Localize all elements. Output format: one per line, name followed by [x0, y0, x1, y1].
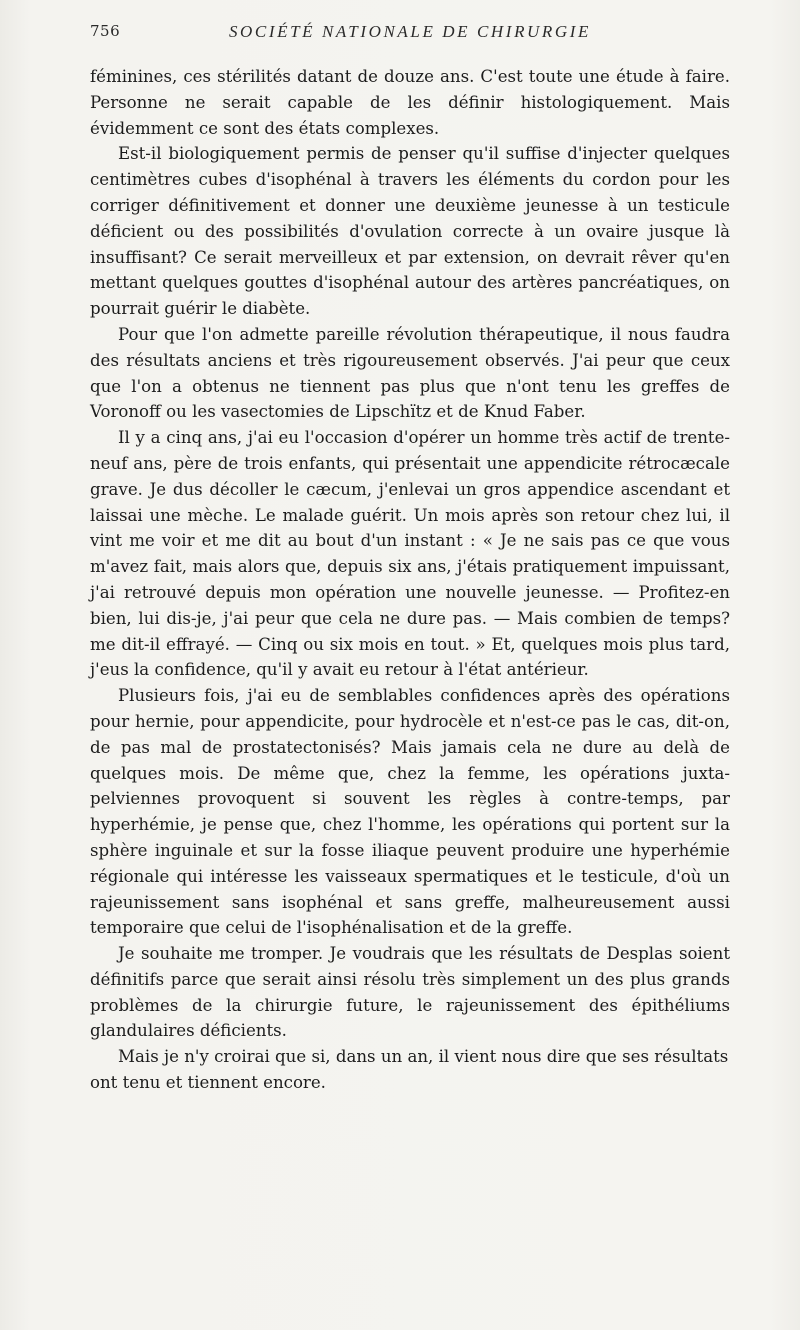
paragraph-continued: féminines, ces stérilités datant de douze ans. C'est toute une étude à faire. Personne ne serait capable de les définir histologiquement. Mais évidemment ce sont des états complexes.: [90, 67, 730, 138]
paragraph: Plusieurs fois, j'ai eu de semblables confidences après des opérations pour hernie, pour appendicite, pour hydrocèle et n'est-ce pas le cas, dit-on, de pas mal de prostatectonisés? Mais jamais cela ne dure au delà de quelques mois. De même que, chez la femme, les opérations juxta-pelviennes provoquent si souvent les règles à contre-temps, par hyperhémie, je pense que, chez l'homme, les opérations qui portent sur la sphère inguinale et sur la fosse iliaque peuvent produire une hyperhémie régionale qui intéresse les vaisseaux spermatiques et le testicule, d'où un rajeunissement sans isophénal et sans greffe, malheureusement aussi temporaire que celui de l'isophénalisation et de la greffe.: [90, 686, 730, 938]
page-header: [90, 22, 730, 46]
page-number: 756: [90, 22, 121, 40]
paragraph: Pour que l'on admette pareille révolution thérapeutique, il nous faudra des résultats anciens et très rigoureusement observés. J'ai peur que ceux que l'on a obtenus ne tiennent pas plus que n'ont tenu les greffes de Voronoff ou les vasectomies de Lipschïtz et de Knud Faber.: [90, 324, 730, 422]
body-text: [90, 64, 730, 1096]
paragraph: Je souhaite me tromper. Je voudrais que les résultats de Desplas soient définitifs parce que serait ainsi résolu très simplement un des plus grands problèmes de la chirurgie future, le rajeunissement des épithéliums glandulaires déficients.: [90, 944, 730, 1041]
paragraph: Est-il biologiquement permis de penser qu'il suffise d'injecter quelques centimètres cubes d'isophénal à travers les éléments du cordon pour les corriger définitivement et donner une deuxième jeunesse à un testicule déficient ou des possibilités d'ovulation correcte à un ovaire jusque là insuffisant? Ce serait merveilleux et par extension, on devrait rêver qu'en mettant quelques gouttes d'isophénal autour des artères pancréatiques, on pourrait guérir le diabète.: [90, 144, 730, 319]
paragraph-final: Mais je n'y croirai que si, dans un an, il vient nous dire que ses résultats ont tenu et tiennent encore.: [90, 1047, 729, 1093]
running-title: SOCIÉTÉ NATIONALE DE CHIRURGIE: [228, 22, 592, 41]
paragraph: Il y a cinq ans, j'ai eu l'occasion d'opérer un homme très actif de trente-neuf ans, père de trois enfants, qui présentait une appendicite rétrocæcale grave. Je dus décoller le cæcum, j'enlevai un gros appendice ascendant et laissai une mèche. Le malade guérit. Un mois après son retour chez lui, il vint me voir et me dit au bout d'un instant : « Je ne sais pas ce que vous m'avez fait, mais alors que, depuis six ans, j'étais pratiquement impuissant, j'ai retrouvé depuis mon opération une nouvelle jeunesse. — Profitez-en bien, lui dis-je, j'ai peur que cela ne dure pas. — Mais combien de temps? me dit-il effrayé. — Cinq ou six mois en tout. » Et, quelques mois plus tard, j'eus la confidence, qu'il y avait eu retour à l'état antérieur.: [90, 428, 730, 680]
